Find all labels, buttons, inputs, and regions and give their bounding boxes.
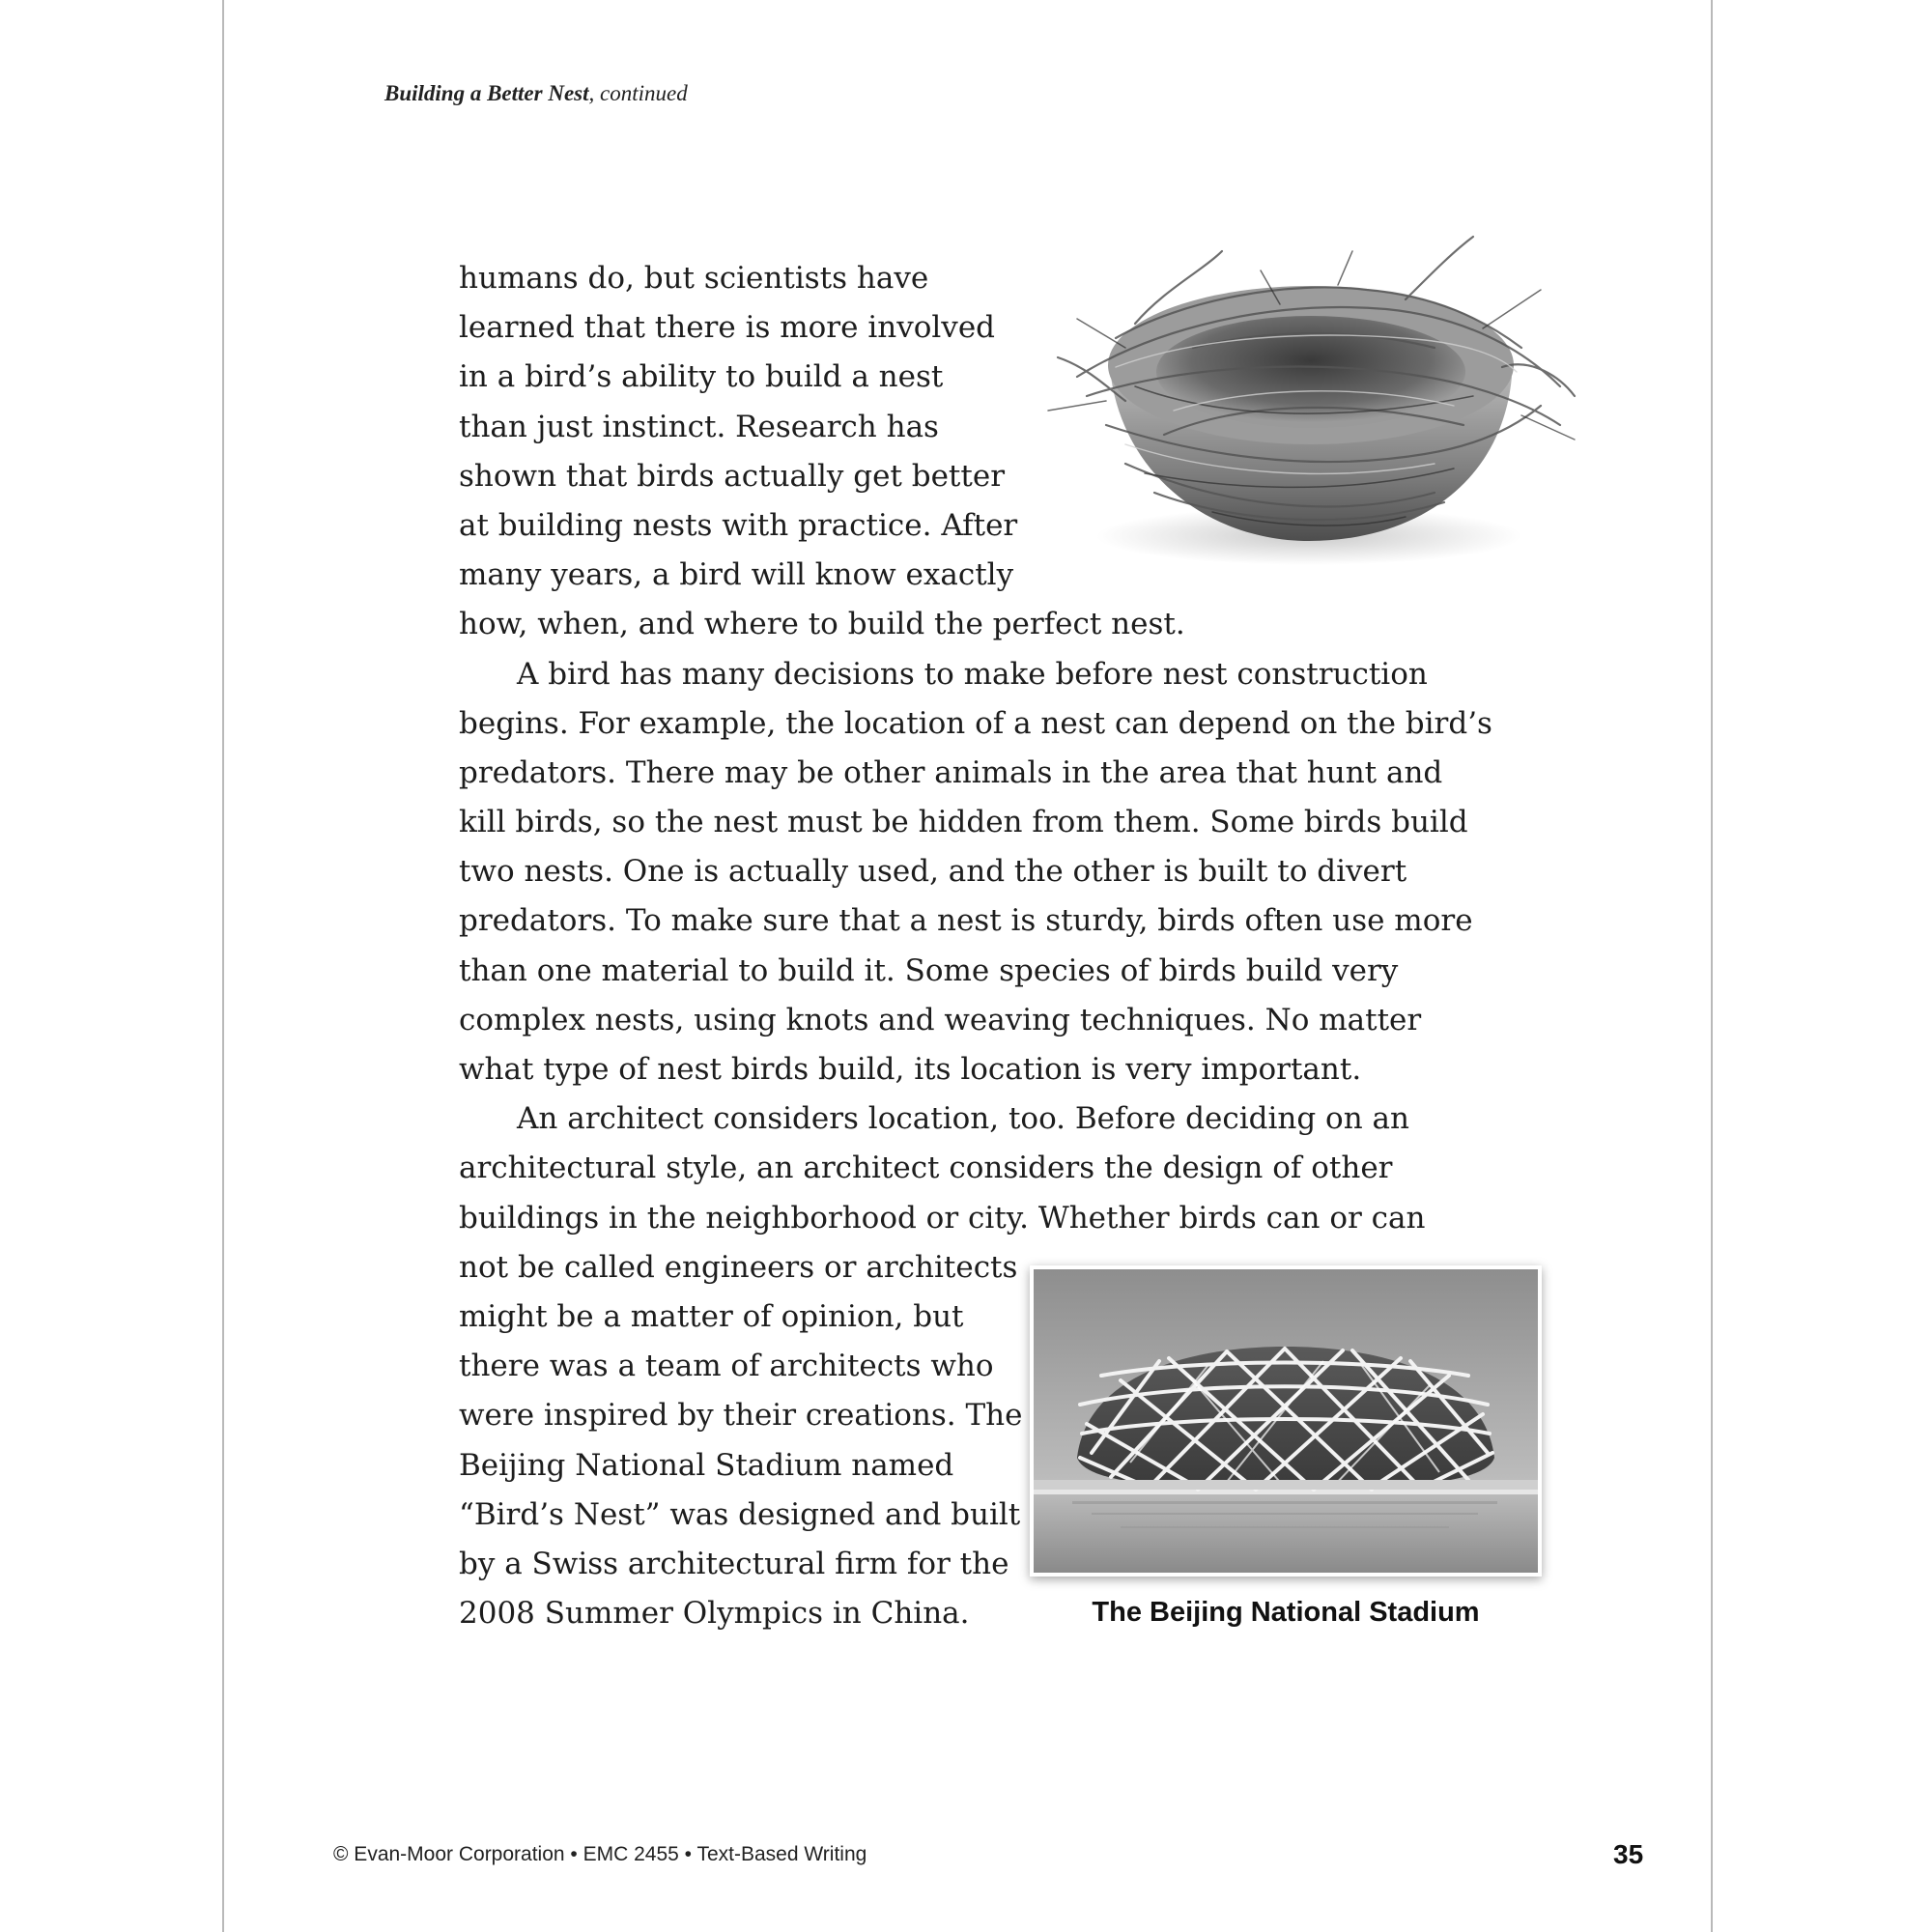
running-head — [384, 81, 688, 106]
text-line: complex nests, using knots and weaving techniques. No matter — [459, 1002, 1422, 1037]
paragraph-2 — [459, 650, 1502, 1095]
text-line: than one material to build it. Some species of birds build very — [459, 952, 1399, 988]
text-line: A bird has many decisions to make before nest construction — [517, 656, 1428, 692]
text-line: buildings in the neighborhood or city. Whether birds can or can — [459, 1200, 1426, 1236]
text-line: there was a team of architects who — [459, 1349, 994, 1384]
text-line: were inspired by their creations. The — [459, 1398, 1023, 1434]
text-line: not be called engineers or architects — [459, 1249, 1018, 1285]
text-line: begins. For example, the location of a nest can depend on the bird’s — [459, 705, 1492, 741]
text-line: humans do, but scientists have — [459, 261, 929, 296]
stadium-photo — [1030, 1265, 1542, 1577]
footer-copyright: © Evan-Moor Corporation • EMC 2455 • Text-Based Writing — [333, 1843, 867, 1865]
stadium-caption: The Beijing National Stadium — [1092, 1597, 1480, 1628]
text-line: by a Swiss architectural firm for the — [459, 1546, 1009, 1581]
text-line: Beijing National Stadium named — [459, 1447, 954, 1483]
bird-nest-photo — [1019, 232, 1579, 580]
text-line: shown that birds actually get better — [459, 458, 1006, 494]
text-line: than just instinct. Research has — [459, 409, 939, 444]
text-line: “Bird’s Nest” was designed and built — [459, 1496, 1021, 1532]
text-line: in a bird’s ability to build a nest — [459, 359, 944, 395]
text-line: predators. There may be other animals in the area that hunt and — [459, 754, 1443, 790]
text-line: many years, a bird will know exactly — [459, 557, 1014, 593]
running-head-suffix: , continued — [588, 81, 688, 105]
text-line: predators. To make sure that a nest is sturdy, birds often use more — [459, 903, 1473, 939]
text-line: two nests. One is actually used, and the other is built to divert — [459, 854, 1407, 890]
text-line: kill birds, so the nest must be hidden from them. Some birds build — [459, 805, 1468, 840]
stadium-icon — [1034, 1269, 1538, 1573]
text-line: what type of nest birds build, its location is very important. — [459, 1052, 1362, 1087]
text-line: 2008 Summer Olympics in China. — [459, 1596, 970, 1632]
bird-nest-icon — [1019, 232, 1579, 580]
page-number: 35 — [1613, 1839, 1644, 1869]
text-line: architectural style, an architect considers the design of other — [459, 1151, 1393, 1186]
text-line: how, when, and where to build the perfect nest. — [459, 607, 1185, 642]
text-line: at building nests with practice. After — [459, 507, 1018, 543]
text-line: might be a matter of opinion, but — [459, 1298, 964, 1334]
text-line: learned that there is more involved — [459, 310, 996, 346]
text-line: An architect considers location, too. Before deciding on an — [517, 1101, 1409, 1137]
running-head-title: Building a Better Nest — [384, 81, 589, 105]
